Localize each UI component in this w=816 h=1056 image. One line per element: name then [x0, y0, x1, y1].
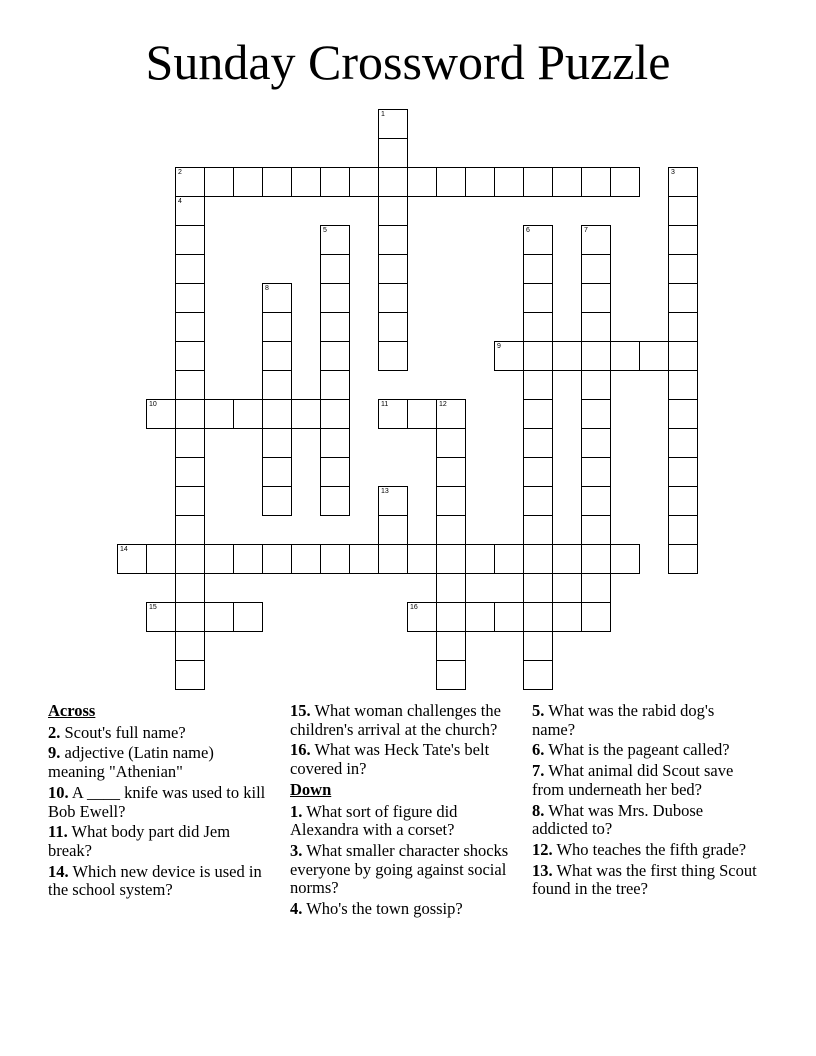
- grid-cell[interactable]: [610, 167, 640, 197]
- clue-text: Who teaches the fifth grade?: [556, 839, 747, 859]
- grid-cell[interactable]: [262, 370, 292, 400]
- grid-cell[interactable]: [175, 254, 205, 284]
- grid-cell[interactable]: [668, 254, 698, 284]
- clue-number: 7.: [532, 761, 545, 781]
- grid-cell[interactable]: [378, 515, 408, 545]
- clue-text: What woman challenges the children's arrival at the church?: [290, 701, 501, 739]
- grid-cell[interactable]: [175, 631, 205, 661]
- grid-cell[interactable]: [204, 399, 234, 429]
- grid-cell[interactable]: [175, 312, 205, 342]
- grid-cell[interactable]: [581, 225, 611, 255]
- grid-cell[interactable]: [581, 254, 611, 284]
- grid-cell[interactable]: [436, 428, 466, 458]
- clue-text: What was the first thing Scout found in the tree?: [532, 860, 757, 899]
- grid-cell[interactable]: [175, 370, 205, 400]
- across-clue-16: [290, 741, 516, 778]
- grid-cell[interactable]: [233, 399, 263, 429]
- grid-cell[interactable]: [523, 167, 553, 197]
- grid-cell[interactable]: [262, 312, 292, 342]
- grid-cell[interactable]: [523, 660, 553, 690]
- grid-cell[interactable]: [436, 631, 466, 661]
- clue-number-label: 3: [671, 169, 675, 176]
- clue-text: adjective (Latin name) meaning "Athenian": [48, 743, 214, 782]
- grid-cell[interactable]: [233, 167, 263, 197]
- clue-text: What was Mrs. Dubose addicted to?: [532, 800, 704, 839]
- grid-cell[interactable]: [175, 399, 205, 429]
- grid-cell[interactable]: [610, 341, 640, 371]
- down-clue-7: [532, 762, 758, 799]
- grid-cell[interactable]: [175, 602, 205, 632]
- clue-text: A ____ knife was used to kill Bob Ewell?: [48, 782, 266, 821]
- grid-cell[interactable]: [175, 660, 205, 690]
- down-heading: Down: [290, 779, 332, 799]
- grid-cell[interactable]: [668, 457, 698, 487]
- grid-cell[interactable]: [320, 544, 350, 574]
- grid-cell[interactable]: [320, 341, 350, 371]
- grid-cell[interactable]: [146, 399, 176, 429]
- grid-cell[interactable]: [552, 167, 582, 197]
- clue-number: 16.: [290, 740, 311, 760]
- clue-number-label: 11: [381, 401, 389, 408]
- down-clue-3: [290, 842, 516, 898]
- grid-cell[interactable]: [291, 399, 321, 429]
- across-clue-2: [48, 724, 274, 743]
- clue-number-label: 16: [410, 604, 418, 611]
- clue-number-label: 7: [584, 227, 588, 234]
- grid-cell[interactable]: [610, 544, 640, 574]
- grid-cell[interactable]: [320, 428, 350, 458]
- grid-cell[interactable]: [552, 544, 582, 574]
- grid-cell[interactable]: [175, 283, 205, 313]
- grid-cell[interactable]: [668, 486, 698, 516]
- grid-cell[interactable]: [668, 399, 698, 429]
- grid-cell[interactable]: [320, 254, 350, 284]
- down-clue-12: [532, 841, 758, 860]
- grid-cell[interactable]: [175, 167, 205, 197]
- grid-cell[interactable]: [436, 660, 466, 690]
- across-clue-14: [48, 863, 274, 900]
- down-clue-5: [532, 702, 758, 739]
- grid-cell[interactable]: [494, 167, 524, 197]
- grid-cell[interactable]: [581, 457, 611, 487]
- clue-text: What smaller character shocks everyone by going against social norms?: [290, 840, 509, 898]
- grid-cell[interactable]: [378, 312, 408, 342]
- across-clue-15: [290, 702, 516, 739]
- grid-cell[interactable]: [581, 341, 611, 371]
- grid-cell[interactable]: [320, 486, 350, 516]
- clue-number: 12.: [532, 839, 553, 859]
- grid-cell[interactable]: [320, 167, 350, 197]
- grid-cell[interactable]: [581, 515, 611, 545]
- grid-cell[interactable]: [262, 486, 292, 516]
- grid-cell[interactable]: [204, 602, 234, 632]
- grid-cell[interactable]: [378, 109, 408, 139]
- grid-cell[interactable]: [436, 399, 466, 429]
- clue-number: 3.: [290, 840, 303, 860]
- clue-number-label: 5: [323, 227, 327, 234]
- grid-cell[interactable]: [436, 573, 466, 603]
- grid-cell[interactable]: [436, 515, 466, 545]
- grid-cell[interactable]: [204, 544, 234, 574]
- grid-cell[interactable]: [523, 283, 553, 313]
- grid-cell[interactable]: [320, 312, 350, 342]
- clues-column-2: [290, 702, 516, 921]
- grid-cell[interactable]: [436, 457, 466, 487]
- clue-number-label: 12: [439, 401, 447, 408]
- grid-cell[interactable]: [407, 544, 437, 574]
- clues-column-3: [532, 702, 758, 901]
- clue-number: 14.: [48, 861, 69, 881]
- grid-cell[interactable]: [581, 573, 611, 603]
- clue-number: 2.: [48, 722, 61, 742]
- grid-cell[interactable]: [523, 341, 553, 371]
- grid-cell[interactable]: [436, 486, 466, 516]
- grid-cell[interactable]: [523, 602, 553, 632]
- clue-number-label: 10: [149, 401, 157, 408]
- grid-cell[interactable]: [523, 225, 553, 255]
- clue-number-label: 2: [178, 169, 182, 176]
- grid-cell[interactable]: [378, 167, 408, 197]
- clue-text: What is the pageant called?: [548, 740, 730, 760]
- grid-cell[interactable]: [581, 602, 611, 632]
- grid-cell[interactable]: [262, 167, 292, 197]
- grid-cell[interactable]: [668, 196, 698, 226]
- grid-cell[interactable]: [378, 254, 408, 284]
- clue-number-label: 1: [381, 111, 385, 118]
- grid-cell[interactable]: [175, 544, 205, 574]
- across-clue-10: [48, 784, 274, 821]
- grid-cell[interactable]: [668, 341, 698, 371]
- grid-cell[interactable]: [436, 602, 466, 632]
- clue-number: 11.: [48, 822, 68, 842]
- grid-cell[interactable]: [175, 515, 205, 545]
- page-title: Sunday Crossword Puzzle: [145, 34, 671, 90]
- grid-cell[interactable]: [668, 544, 698, 574]
- clue-number: 6.: [532, 740, 545, 760]
- across-clue-9: [48, 744, 274, 781]
- grid-cell[interactable]: [175, 573, 205, 603]
- clue-number: 13.: [532, 860, 553, 880]
- clue-text: What sort of figure did Alexandra with a corset?: [290, 801, 458, 840]
- grid-cell[interactable]: [378, 283, 408, 313]
- grid-cell[interactable]: [668, 515, 698, 545]
- grid-cell[interactable]: [639, 341, 669, 371]
- grid-cell[interactable]: [262, 341, 292, 371]
- grid-cell[interactable]: [320, 399, 350, 429]
- grid-cell[interactable]: [262, 283, 292, 313]
- grid-cell[interactable]: [581, 312, 611, 342]
- grid-cell[interactable]: [349, 544, 379, 574]
- grid-cell[interactable]: [407, 167, 437, 197]
- grid-cell[interactable]: [146, 544, 176, 574]
- grid-cell[interactable]: [523, 312, 553, 342]
- grid-cell[interactable]: [378, 486, 408, 516]
- grid-cell[interactable]: [262, 428, 292, 458]
- across-clue-11: [48, 823, 274, 860]
- grid-cell[interactable]: [523, 254, 553, 284]
- clue-text: What animal did Scout save from underneath her bed?: [532, 761, 734, 799]
- grid-cell[interactable]: [349, 167, 379, 197]
- grid-cell[interactable]: [494, 544, 524, 574]
- clue-number: 4.: [290, 899, 303, 919]
- grid-cell[interactable]: [262, 399, 292, 429]
- grid-cell[interactable]: [146, 602, 176, 632]
- grid-cell[interactable]: [523, 370, 553, 400]
- grid-cell[interactable]: [320, 283, 350, 313]
- grid-cell[interactable]: [378, 196, 408, 226]
- grid-cell[interactable]: [233, 602, 263, 632]
- grid-cell[interactable]: [668, 428, 698, 458]
- grid-cell[interactable]: [668, 225, 698, 255]
- grid-cell[interactable]: [233, 544, 263, 574]
- clue-number-label: 14: [120, 546, 128, 553]
- grid-cell[interactable]: [581, 544, 611, 574]
- grid-cell[interactable]: [175, 428, 205, 458]
- clue-number-label: 6: [526, 227, 530, 234]
- grid-cell[interactable]: [523, 515, 553, 545]
- clue-number-label: 4: [178, 198, 182, 205]
- clue-text: What was the rabid dog's name?: [532, 701, 715, 739]
- grid-cell[interactable]: [175, 196, 205, 226]
- grid-cell[interactable]: [204, 167, 234, 197]
- grid-cell[interactable]: [291, 167, 321, 197]
- grid-cell[interactable]: [494, 602, 524, 632]
- grid-cell[interactable]: [668, 370, 698, 400]
- grid-cell[interactable]: [523, 486, 553, 516]
- down-clue-1: [290, 803, 516, 840]
- clue-number: 9.: [48, 743, 61, 763]
- grid-cell[interactable]: [523, 457, 553, 487]
- clue-number-label: 15: [149, 604, 157, 611]
- grid-cell[interactable]: [523, 428, 553, 458]
- grid-cell[interactable]: [291, 544, 321, 574]
- down-clue-13: [532, 862, 758, 899]
- grid-cell[interactable]: [581, 428, 611, 458]
- grid-cell[interactable]: [436, 544, 466, 574]
- grid-cell[interactable]: [668, 283, 698, 313]
- grid-cell[interactable]: [552, 341, 582, 371]
- grid-cell[interactable]: [465, 544, 495, 574]
- clue-text: Scout's full name?: [64, 722, 186, 742]
- clue-number-label: 9: [497, 343, 501, 350]
- down-clue-8: [532, 802, 758, 839]
- clue-text: What was Heck Tate's belt covered in?: [290, 740, 490, 779]
- grid-cell[interactable]: [494, 341, 524, 371]
- grid-cell[interactable]: [668, 312, 698, 342]
- clue-number: 1.: [290, 801, 303, 821]
- grid-cell[interactable]: [262, 457, 292, 487]
- grid-cell[interactable]: [320, 370, 350, 400]
- clue-number-label: 13: [381, 488, 389, 495]
- grid-cell[interactable]: [436, 167, 466, 197]
- clues-column-1: [48, 702, 274, 902]
- grid-cell[interactable]: [523, 573, 553, 603]
- clue-number-label: 8: [265, 285, 269, 292]
- clue-number: 15.: [290, 701, 311, 720]
- grid-cell[interactable]: [378, 138, 408, 168]
- grid-cell[interactable]: [581, 167, 611, 197]
- down-clue-4: [290, 900, 516, 919]
- clue-text: Who's the town gossip?: [306, 899, 463, 919]
- grid-cell[interactable]: [552, 602, 582, 632]
- grid-cell[interactable]: [581, 370, 611, 400]
- clue-number: 5.: [532, 701, 545, 720]
- clue-number: 8.: [532, 800, 545, 820]
- grid-cell[interactable]: [407, 399, 437, 429]
- grid-cell[interactable]: [465, 602, 495, 632]
- grid-cell[interactable]: [175, 457, 205, 487]
- down-clue-6: [532, 741, 758, 760]
- grid-cell[interactable]: [581, 486, 611, 516]
- grid-cell[interactable]: [407, 602, 437, 632]
- across-heading: Across: [48, 701, 96, 720]
- grid-cell[interactable]: [668, 167, 698, 197]
- grid-cell[interactable]: [262, 544, 292, 574]
- grid-cell[interactable]: [378, 544, 408, 574]
- grid-cell[interactable]: [320, 225, 350, 255]
- clue-text: What body part did Jem break?: [48, 822, 231, 860]
- grid-cell[interactable]: [320, 457, 350, 487]
- grid-cell[interactable]: [581, 399, 611, 429]
- grid-cell[interactable]: [175, 225, 205, 255]
- grid-cell[interactable]: [523, 544, 553, 574]
- grid-cell[interactable]: [581, 283, 611, 313]
- grid-cell[interactable]: [465, 167, 495, 197]
- grid-cell[interactable]: [378, 225, 408, 255]
- grid-cell[interactable]: [523, 631, 553, 661]
- clue-text: Which new device is used in the school system?: [48, 861, 262, 900]
- grid-cell[interactable]: [175, 486, 205, 516]
- clue-number: 10.: [48, 782, 69, 802]
- grid-cell[interactable]: [175, 341, 205, 371]
- grid-cell[interactable]: [117, 544, 147, 574]
- grid-cell[interactable]: [378, 341, 408, 371]
- grid-cell[interactable]: [378, 399, 408, 429]
- grid-cell[interactable]: [523, 399, 553, 429]
